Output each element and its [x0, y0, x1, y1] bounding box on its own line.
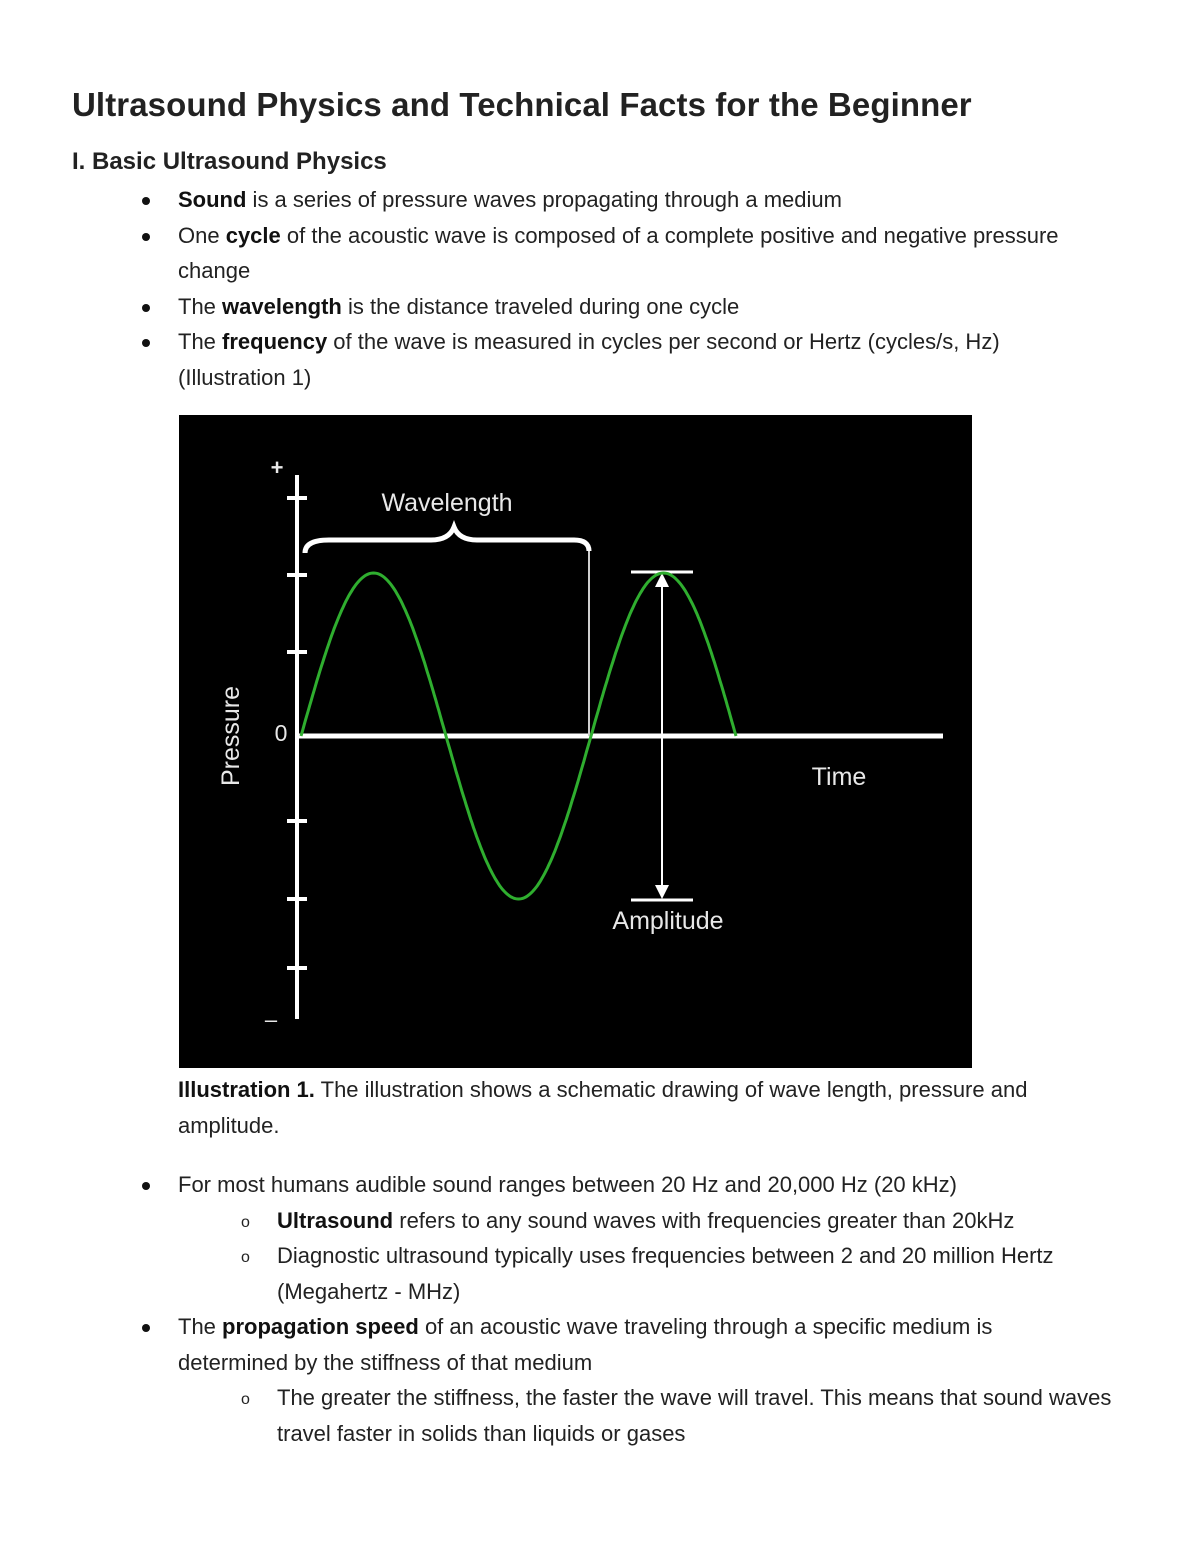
minus-label: – — [264, 1007, 278, 1032]
basic-physics-list — [0, 182, 1078, 395]
bullet-icon — [142, 339, 150, 347]
list-item-text: The greater the stiffness, the faster the wave will travel. This means that sound waves travel faster in solids than liquids or gases — [277, 1385, 1112, 1446]
list-item — [0, 218, 1078, 289]
sub-list-item — [0, 1238, 1127, 1309]
list-item — [0, 182, 1078, 218]
list-item — [0, 1167, 1078, 1203]
bullet-icon — [142, 197, 150, 205]
term-frequency: frequency — [222, 329, 328, 354]
caption-label: Illustration 1. — [178, 1077, 315, 1102]
sub-list-item — [0, 1203, 1127, 1239]
amplitude-arrow-down — [655, 885, 669, 899]
time-label: Time — [811, 763, 867, 791]
pressure-label: Pressure — [217, 685, 245, 787]
list-item-text: refers to any sound waves with frequencies greater than 20kHz — [393, 1207, 1015, 1233]
circle-bullet-icon: o — [241, 1213, 250, 1231]
zero-label: 0 — [274, 720, 288, 746]
list-item-text: The — [178, 293, 223, 319]
wave-diagram-svg — [179, 415, 972, 1068]
term-ultrasound: Ultrasound — [277, 1207, 394, 1233]
list-item-text: of the acoustic wave is composed of a complete positive and negative pressure change — [178, 222, 1059, 283]
wavelength-brace — [305, 527, 589, 553]
list-item-text: One — [178, 222, 226, 248]
term-sound: Sound — [178, 187, 247, 212]
circle-bullet-icon: o — [241, 1249, 250, 1266]
bullet-icon — [142, 304, 150, 312]
list-item — [0, 289, 1078, 325]
figure-caption — [178, 1072, 1108, 1143]
list-item-text: of the wave is measured in cycles per second or Hertz (cycles/s, Hz) (Illustration 1) — [178, 329, 1000, 390]
wavelength-label: Wavelength — [381, 489, 513, 517]
list-item — [0, 1309, 1078, 1380]
list-item-text: Diagnostic ultrasound typically uses frequencies between 2 and 20 million Hertz (Megahertz - MHz) — [277, 1243, 1054, 1304]
plus-label: + — [270, 455, 284, 480]
term-cycle: cycle — [225, 222, 281, 248]
list-item-text: The — [178, 1314, 223, 1339]
term-propagation-speed: propagation speed — [222, 1314, 419, 1339]
list-item-text: is a series of pressure waves propagating through a medium — [246, 187, 842, 212]
bullet-icon — [142, 1324, 150, 1332]
caption-text: The illustration shows a schematic drawing of wave length, pressure and amplitude. — [178, 1077, 1028, 1138]
list-item-text: of an acoustic wave traveling through a specific medium is determined by the stiffness of that medium — [178, 1314, 993, 1375]
list-item — [0, 324, 1078, 395]
list-item-text: The — [178, 329, 223, 354]
wave-illustration — [179, 415, 972, 1068]
page-title: Ultrasound Physics and Technical Facts for the Beginner — [72, 86, 972, 123]
bullet-icon — [142, 233, 150, 241]
list-item-text: is the distance traveled during one cycle — [341, 293, 740, 319]
bullet-icon — [142, 1182, 150, 1190]
section-heading: I. Basic Ultrasound Physics — [72, 148, 387, 175]
frequency-list — [0, 1167, 1127, 1451]
circle-bullet-icon: o — [241, 1391, 250, 1408]
sub-list-item — [0, 1380, 1127, 1451]
list-item-text: For most humans audible sound ranges between 20 Hz and 20,000 Hz (20 kHz) — [178, 1172, 957, 1197]
amplitude-label: Amplitude — [612, 907, 724, 935]
term-wavelength: wavelength — [222, 293, 342, 319]
